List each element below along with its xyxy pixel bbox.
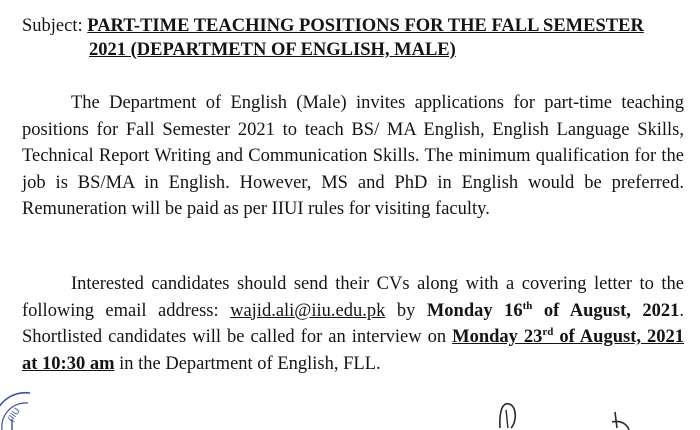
subject-label: Subject:	[22, 16, 83, 36]
interview-date: Monday 23rd of August, 2021	[452, 326, 684, 348]
paragraph-line: Remuneration will be paid as per IIUI rules for visiting faculty.	[22, 199, 490, 220]
paragraph-line: at 10:30 am in the Department of English, FLL.	[22, 353, 381, 374]
paragraph-line: The Department of English (Male) invites applications for part-time teaching	[71, 93, 684, 113]
interview-time: at 10:30 am	[22, 353, 115, 374]
paragraph-line: Interested candidates should send their CVs along with a covering letter to the	[71, 274, 684, 294]
paragraph-line: positions for Fall Semester 2021 to teach BS/ MA English, English Language Skills,	[22, 119, 684, 140]
deadline-date: Monday 16th of August, 2021	[426, 299, 680, 321]
paragraph-line: Shortlisted candidates will be called for an interview on Monday 23rd of August, 2021	[22, 326, 684, 348]
subject-title-line2: 2021 (DEPARTMETN OF ENGLISH, MALE)	[89, 40, 456, 60]
svg-text:(IIU: (IIU	[5, 405, 22, 424]
official-stamp-icon	[0, 385, 40, 430]
paragraph-line: Technical Report Writing and Communication Skills. The minimum qualification for the	[22, 146, 684, 167]
subject-heading	[22, 14, 692, 62]
paragraph-application	[22, 271, 684, 377]
signature-icon	[495, 398, 655, 430]
paragraph-line: job is BS/MA in English. However, MS and PhD in English would be preferred.	[22, 172, 684, 193]
subject-title-line1: PART-TIME TEACHING POSITIONS FOR THE FALL SEMESTER	[87, 16, 644, 36]
paragraph-description	[22, 90, 684, 223]
email-link[interactable]: wajid.ali@iiu.edu.pk	[230, 300, 386, 321]
paragraph-line: following email address: wajid.ali@iiu.edu.pk by Monday 16th of August, 2021.	[22, 299, 685, 321]
